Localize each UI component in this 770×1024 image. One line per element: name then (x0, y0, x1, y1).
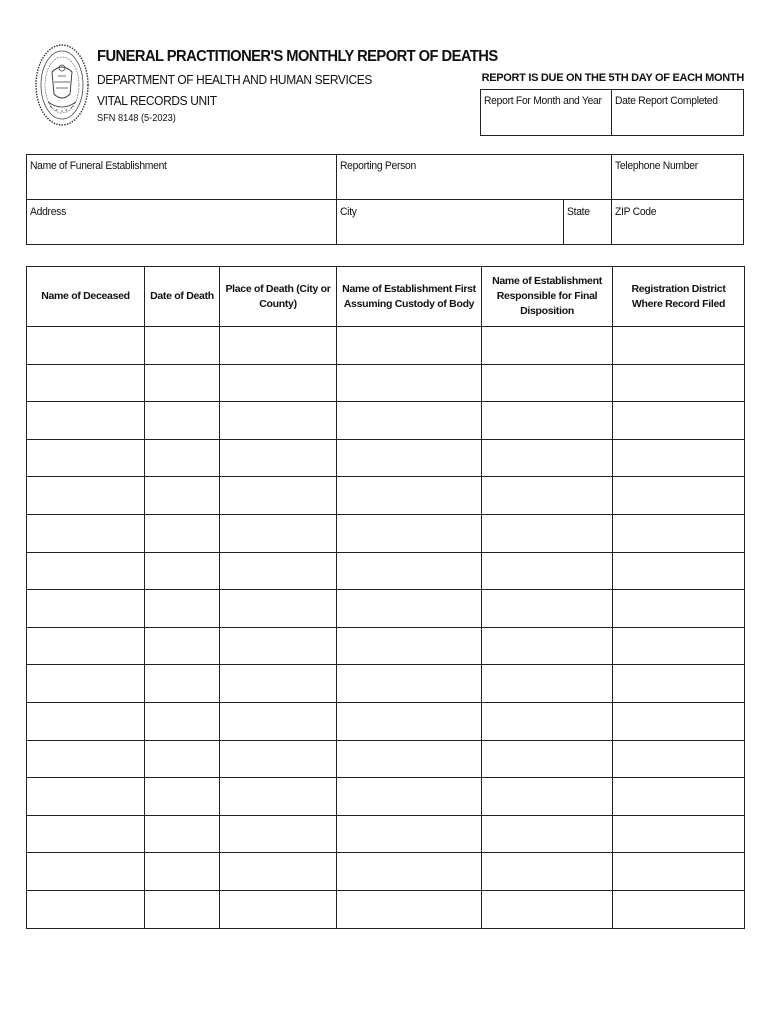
place-of-death-cell[interactable] (220, 853, 337, 891)
state-seal-icon (34, 42, 90, 128)
final-disposition-cell[interactable] (482, 740, 613, 778)
table-row (27, 402, 745, 440)
deceased-name-cell[interactable] (27, 702, 145, 740)
table-row (27, 477, 745, 515)
col-header-name-of-deceased: Name of Deceased (27, 267, 145, 327)
date-of-death-cell[interactable] (145, 778, 220, 816)
state-col-divider (563, 199, 564, 245)
first-custody-cell[interactable] (337, 778, 482, 816)
place-of-death-cell[interactable] (220, 514, 337, 552)
date-of-death-cell[interactable] (145, 439, 220, 477)
table-row (27, 514, 745, 552)
deceased-name-cell[interactable] (27, 740, 145, 778)
registration-district-cell[interactable] (613, 514, 745, 552)
form-title: FUNERAL PRACTITIONER'S MONTHLY REPORT OF DEATHS (97, 48, 498, 65)
registration-district-cell[interactable] (613, 778, 745, 816)
final-disposition-cell[interactable] (482, 778, 613, 816)
registration-district-cell[interactable] (613, 364, 745, 402)
first-custody-cell[interactable] (337, 402, 482, 440)
place-of-death-cell[interactable] (220, 627, 337, 665)
deceased-name-cell[interactable] (27, 364, 145, 402)
deceased-name-cell[interactable] (27, 815, 145, 853)
registration-district-cell[interactable] (613, 327, 745, 365)
establishment-row-divider (26, 199, 744, 200)
col-header-place-of-death: Place of Death (City or County) (220, 267, 337, 327)
deceased-name-cell[interactable] (27, 853, 145, 891)
table-row (27, 740, 745, 778)
first-custody-cell[interactable] (337, 665, 482, 703)
first-custody-cell[interactable] (337, 702, 482, 740)
table-row (27, 627, 745, 665)
date-of-death-cell[interactable] (145, 590, 220, 628)
date-of-death-cell[interactable] (145, 853, 220, 891)
deceased-name-cell[interactable] (27, 439, 145, 477)
registration-district-cell[interactable] (613, 590, 745, 628)
table-row (27, 702, 745, 740)
first-custody-cell[interactable] (337, 740, 482, 778)
report-period-divider (611, 89, 612, 136)
final-disposition-cell[interactable] (482, 590, 613, 628)
establishment-col-divider-1 (336, 154, 337, 245)
unit-name: VITAL RECORDS UNIT (97, 93, 217, 108)
date-report-completed-field[interactable] (615, 95, 733, 133)
first-custody-cell[interactable] (337, 890, 482, 928)
place-of-death-cell[interactable] (220, 740, 337, 778)
city-field[interactable] (340, 206, 547, 242)
date-of-death-cell[interactable] (145, 402, 220, 440)
table-row (27, 327, 745, 365)
funeral-establishment-name-label: Name of Funeral Establishment (30, 160, 167, 172)
registration-district-cell[interactable] (613, 740, 745, 778)
final-disposition-cell[interactable] (482, 665, 613, 703)
date-report-completed-label: Date Report Completed (615, 95, 718, 107)
first-custody-cell[interactable] (337, 815, 482, 853)
deceased-name-cell[interactable] (27, 778, 145, 816)
reporting-person-label: Reporting Person (340, 160, 416, 172)
col-header-first-custody-establishment: Name of Establishment First Assuming Custody of Body (337, 267, 482, 327)
reporting-person-field[interactable] (340, 160, 592, 196)
place-of-death-cell[interactable] (220, 477, 337, 515)
col-header-registration-district: Registration District Where Record Filed (613, 267, 745, 327)
funeral-establishment-name-field[interactable] (30, 160, 312, 196)
deceased-name-cell[interactable] (27, 477, 145, 515)
first-custody-cell[interactable] (337, 439, 482, 477)
final-disposition-cell[interactable] (482, 402, 613, 440)
telephone-number-label: Telephone Number (615, 160, 698, 172)
first-custody-cell[interactable] (337, 552, 482, 590)
zip-code-field[interactable] (615, 206, 733, 242)
table-row (27, 890, 745, 928)
deceased-name-cell[interactable] (27, 665, 145, 703)
date-of-death-cell[interactable] (145, 740, 220, 778)
place-of-death-cell[interactable] (220, 778, 337, 816)
table-row (27, 364, 745, 402)
date-of-death-cell[interactable] (145, 552, 220, 590)
place-of-death-cell[interactable] (220, 327, 337, 365)
registration-district-cell[interactable] (613, 665, 745, 703)
telephone-number-field[interactable] (615, 160, 733, 196)
establishment-col-divider-2 (611, 154, 612, 245)
place-of-death-cell[interactable] (220, 364, 337, 402)
final-disposition-cell[interactable] (482, 890, 613, 928)
deceased-name-cell[interactable] (27, 402, 145, 440)
due-notice: REPORT IS DUE ON THE 5TH DAY OF EACH MONTH (481, 72, 744, 84)
final-disposition-cell[interactable] (482, 552, 613, 590)
registration-district-cell[interactable] (613, 702, 745, 740)
final-disposition-cell[interactable] (482, 327, 613, 365)
registration-district-cell[interactable] (613, 627, 745, 665)
first-custody-cell[interactable] (337, 364, 482, 402)
address-field[interactable] (30, 206, 312, 242)
registration-district-cell[interactable] (613, 890, 745, 928)
date-of-death-cell[interactable] (145, 665, 220, 703)
final-disposition-cell[interactable] (482, 853, 613, 891)
registration-district-cell[interactable] (613, 477, 745, 515)
registration-district-cell[interactable] (613, 853, 745, 891)
final-disposition-cell[interactable] (482, 815, 613, 853)
department-name: DEPARTMENT OF HEALTH AND HUMAN SERVICES (97, 72, 372, 87)
table-row (27, 665, 745, 703)
final-disposition-cell[interactable] (482, 627, 613, 665)
date-of-death-cell[interactable] (145, 364, 220, 402)
table-header-row (27, 267, 745, 327)
report-month-year-field[interactable] (484, 95, 601, 133)
deceased-name-cell[interactable] (27, 590, 145, 628)
first-custody-cell[interactable] (337, 514, 482, 552)
table-row (27, 815, 745, 853)
registration-district-cell[interactable] (613, 402, 745, 440)
place-of-death-cell[interactable] (220, 590, 337, 628)
deaths-table (26, 266, 745, 929)
final-disposition-cell[interactable] (482, 702, 613, 740)
first-custody-cell[interactable] (337, 477, 482, 515)
place-of-death-cell[interactable] (220, 552, 337, 590)
first-custody-cell[interactable] (337, 627, 482, 665)
date-of-death-cell[interactable] (145, 627, 220, 665)
date-of-death-cell[interactable] (145, 702, 220, 740)
table-row (27, 778, 745, 816)
final-disposition-cell[interactable] (482, 364, 613, 402)
registration-district-cell[interactable] (613, 552, 745, 590)
first-custody-cell[interactable] (337, 327, 482, 365)
registration-district-cell[interactable] (613, 439, 745, 477)
table-row (27, 439, 745, 477)
place-of-death-cell[interactable] (220, 815, 337, 853)
date-of-death-cell[interactable] (145, 890, 220, 928)
date-of-death-cell[interactable] (145, 815, 220, 853)
final-disposition-cell[interactable] (482, 477, 613, 515)
place-of-death-cell[interactable] (220, 439, 337, 477)
place-of-death-cell[interactable] (220, 890, 337, 928)
date-of-death-cell[interactable] (145, 477, 220, 515)
table-row (27, 552, 745, 590)
registration-district-cell[interactable] (613, 815, 745, 853)
table-row (27, 590, 745, 628)
deceased-name-cell[interactable] (27, 890, 145, 928)
deceased-name-cell[interactable] (27, 327, 145, 365)
city-label: City (340, 206, 357, 218)
zip-code-label: ZIP Code (615, 206, 657, 218)
form-number: SFN 8148 (5-2023) (97, 113, 176, 124)
final-disposition-cell[interactable] (482, 514, 613, 552)
deceased-name-cell[interactable] (27, 552, 145, 590)
state-label: State (567, 206, 590, 218)
table-row (27, 853, 745, 891)
first-custody-cell[interactable] (337, 853, 482, 891)
date-of-death-cell[interactable] (145, 514, 220, 552)
deceased-name-cell[interactable] (27, 627, 145, 665)
final-disposition-cell[interactable] (482, 439, 613, 477)
place-of-death-cell[interactable] (220, 665, 337, 703)
place-of-death-cell[interactable] (220, 402, 337, 440)
first-custody-cell[interactable] (337, 590, 482, 628)
col-header-final-disposition-establishment: Name of Establishment Responsible for Final Disposition (482, 267, 613, 327)
address-label: Address (30, 206, 66, 218)
date-of-death-cell[interactable] (145, 327, 220, 365)
col-header-date-of-death: Date of Death (145, 267, 220, 327)
deceased-name-cell[interactable] (27, 514, 145, 552)
report-month-year-label: Report For Month and Year (484, 95, 602, 107)
place-of-death-cell[interactable] (220, 702, 337, 740)
state-field[interactable] (567, 206, 606, 242)
